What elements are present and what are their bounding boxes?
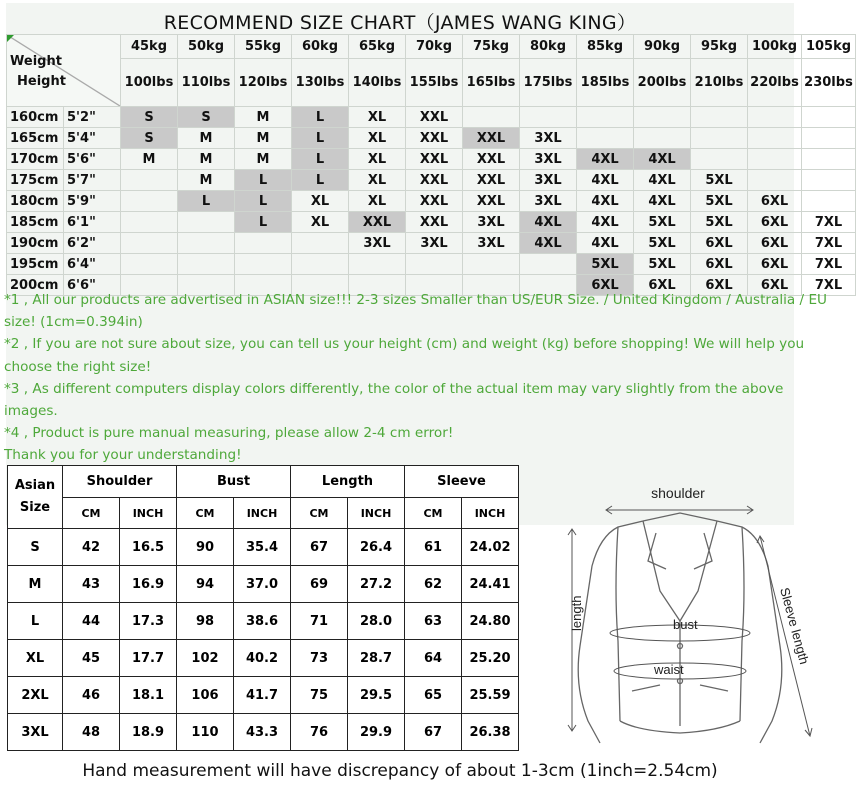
- size-chart-row: [7, 233, 856, 254]
- measure-unit-row: [8, 498, 519, 529]
- size-cell: [802, 128, 856, 149]
- measure-value-cell: 18.1: [120, 677, 177, 714]
- size-cell: [634, 107, 691, 128]
- size-chart-row: [7, 254, 856, 275]
- note-line: *1 , All our products are advertised in ASIAN size!!! 2-3 sizes Smaller than US/EUR Size. / United Kingdom / Australia / EU size! (1cm=0.394in): [4, 292, 827, 331]
- size-cell: M: [178, 128, 235, 149]
- size-cell: [748, 128, 802, 149]
- weight-kg-header: 85kg: [577, 35, 634, 59]
- size-cell: XXL: [463, 128, 520, 149]
- size-cell: M: [235, 128, 292, 149]
- corner-cell: [7, 35, 121, 107]
- size-cell: XXL: [463, 191, 520, 212]
- size-chart-row: [7, 128, 856, 149]
- measure-row: [8, 677, 519, 714]
- height-ft-cell: 5'9": [64, 191, 121, 212]
- measure-size-cell: XL: [8, 640, 63, 677]
- measure-value-cell: 42: [63, 529, 120, 566]
- height-label: Height: [17, 74, 66, 89]
- header-row-kg: [7, 35, 856, 59]
- weight-kg-header: 70kg: [406, 35, 463, 59]
- size-cell: [691, 107, 748, 128]
- recommend-size-table: [6, 34, 856, 296]
- size-cell: 3XL: [520, 170, 577, 191]
- size-cell: 7XL: [802, 233, 856, 254]
- size-cell: 7XL: [802, 275, 856, 296]
- measure-value-cell: 24.02: [462, 529, 519, 566]
- header-row-lbs: [7, 59, 856, 107]
- unit-inch-header: INCH: [120, 498, 177, 529]
- size-cell: 4XL: [577, 233, 634, 254]
- size-cell: [121, 212, 178, 233]
- measure-value-cell: 25.59: [462, 677, 519, 714]
- size-chart-row: [7, 212, 856, 233]
- measure-value-cell: 90: [177, 529, 234, 566]
- size-cell: 4XL: [520, 233, 577, 254]
- size-cell: [235, 233, 292, 254]
- size-cell: XL: [349, 128, 406, 149]
- weight-kg-header: 80kg: [520, 35, 577, 59]
- measure-value-cell: 67: [405, 714, 462, 751]
- size-cell: 4XL: [577, 191, 634, 212]
- measure-value-cell: 75: [291, 677, 348, 714]
- size-cell: [748, 149, 802, 170]
- size-cell: [463, 254, 520, 275]
- size-cell: 3XL: [463, 233, 520, 254]
- size-chart-row: [7, 107, 856, 128]
- measure-value-cell: 64: [405, 640, 462, 677]
- size-cell: M: [121, 149, 178, 170]
- measure-size-cell: S: [8, 529, 63, 566]
- size-cell: S: [178, 107, 235, 128]
- measure-value-cell: 48: [63, 714, 120, 751]
- measure-value-cell: 17.7: [120, 640, 177, 677]
- size-cell: M: [178, 170, 235, 191]
- notes: [4, 289, 840, 467]
- measure-group-header: Shoulder: [63, 466, 177, 498]
- height-cm-cell: 175cm: [7, 170, 64, 191]
- size-cell: [802, 191, 856, 212]
- size-cell: [802, 107, 856, 128]
- size-cell: L: [292, 128, 349, 149]
- weight-lbs-header: 100lbs: [121, 59, 178, 107]
- size-cell: 6XL: [748, 275, 802, 296]
- size-cell: 3XL: [406, 233, 463, 254]
- jacket-measurement-diagram: [548, 481, 828, 751]
- weight-kg-header: 90kg: [634, 35, 691, 59]
- weight-lbs-header: 175lbs: [520, 59, 577, 107]
- measure-value-cell: 41.7: [234, 677, 291, 714]
- size-cell: [178, 233, 235, 254]
- size-cell: XL: [349, 107, 406, 128]
- size-cell: [178, 254, 235, 275]
- size-cell: L: [292, 149, 349, 170]
- size-cell: [634, 128, 691, 149]
- weight-lbs-header: 110lbs: [178, 59, 235, 107]
- size-cell: 5XL: [634, 212, 691, 233]
- measure-value-cell: 29.9: [348, 714, 405, 751]
- weight-kg-header: 45kg: [121, 35, 178, 59]
- weight-kg-header: 50kg: [178, 35, 235, 59]
- measure-value-cell: 18.9: [120, 714, 177, 751]
- size-cell: [349, 254, 406, 275]
- measure-value-cell: 45: [63, 640, 120, 677]
- height-ft-cell: 6'1": [64, 212, 121, 233]
- height-cm-cell: 170cm: [7, 149, 64, 170]
- size-cell: 5XL: [634, 233, 691, 254]
- measure-value-cell: 67: [291, 529, 348, 566]
- size-cell: [292, 233, 349, 254]
- height-ft-cell: 6'4": [64, 254, 121, 275]
- weight-kg-header: 55kg: [235, 35, 292, 59]
- size-chart-row: [7, 191, 856, 212]
- measure-value-cell: 62: [405, 566, 462, 603]
- unit-inch-header: INCH: [234, 498, 291, 529]
- measure-row: [8, 714, 519, 751]
- size-cell: XL: [292, 212, 349, 233]
- measure-value-cell: 16.9: [120, 566, 177, 603]
- height-ft-cell: 5'4": [64, 128, 121, 149]
- asian-size-header: [8, 466, 63, 529]
- footer-note: Hand measurement will have discrepancy of about 1-3cm (1inch=2.54cm): [82, 761, 718, 781]
- size-cell: M: [235, 149, 292, 170]
- size-cell: 5XL: [691, 212, 748, 233]
- measure-group-header: Length: [291, 466, 405, 498]
- size-chart-row: [7, 149, 856, 170]
- size-cell: 6XL: [691, 233, 748, 254]
- size-cell: XL: [349, 170, 406, 191]
- shoulder-label: shoulder: [651, 485, 705, 501]
- height-ft-cell: 6'2": [64, 233, 121, 254]
- size-cell: XXL: [463, 149, 520, 170]
- measure-value-cell: 46: [63, 677, 120, 714]
- weight-kg-header: 100kg: [748, 35, 802, 59]
- measure-value-cell: 25.20: [462, 640, 519, 677]
- size-cell: 3XL: [349, 233, 406, 254]
- size-cell: S: [121, 128, 178, 149]
- size-cell: XXL: [463, 170, 520, 191]
- size-cell: 4XL: [634, 149, 691, 170]
- size-cell: XXL: [406, 128, 463, 149]
- measure-value-cell: 61: [405, 529, 462, 566]
- size-cell: L: [235, 170, 292, 191]
- measure-value-cell: 76: [291, 714, 348, 751]
- size-cell: 6XL: [691, 254, 748, 275]
- weight-lbs-header: 130lbs: [292, 59, 349, 107]
- bust-label: bust: [673, 617, 698, 632]
- size-cell: XL: [292, 191, 349, 212]
- size-cell: 6XL: [748, 191, 802, 212]
- waist-label: waist: [654, 662, 684, 677]
- measure-value-cell: 27.2: [348, 566, 405, 603]
- size-cell: L: [292, 107, 349, 128]
- size-cell: 3XL: [520, 149, 577, 170]
- length-label: length: [569, 595, 584, 631]
- measure-value-cell: 26.38: [462, 714, 519, 751]
- height-cm-cell: 200cm: [7, 275, 64, 296]
- note-line: Thank you for your understanding!: [4, 447, 242, 464]
- weight-lbs-header: 185lbs: [577, 59, 634, 107]
- measure-value-cell: 29.5: [348, 677, 405, 714]
- weight-kg-header: 105kg: [802, 35, 856, 59]
- size-cell: 6XL: [748, 233, 802, 254]
- height-cm-cell: 190cm: [7, 233, 64, 254]
- size-cell: [691, 128, 748, 149]
- size-cell: 5XL: [634, 254, 691, 275]
- size-cell: [802, 170, 856, 191]
- measure-value-cell: 63: [405, 603, 462, 640]
- measure-row: [8, 529, 519, 566]
- weight-lbs-header: 220lbs: [748, 59, 802, 107]
- unit-cm-header: CM: [291, 498, 348, 529]
- measure-value-cell: 44: [63, 603, 120, 640]
- measure-size-cell: M: [8, 566, 63, 603]
- height-cm-cell: 195cm: [7, 254, 64, 275]
- unit-cm-header: CM: [177, 498, 234, 529]
- weight-lbs-header: 165lbs: [463, 59, 520, 107]
- measure-value-cell: 98: [177, 603, 234, 640]
- size-cell: M: [235, 107, 292, 128]
- size-cell: [121, 170, 178, 191]
- measure-value-cell: 24.41: [462, 566, 519, 603]
- weight-lbs-header: 120lbs: [235, 59, 292, 107]
- size-cell: 4XL: [577, 212, 634, 233]
- unit-inch-header: INCH: [462, 498, 519, 529]
- weight-lbs-header: 200lbs: [634, 59, 691, 107]
- measure-value-cell: 37.0: [234, 566, 291, 603]
- measure-value-cell: 28.7: [348, 640, 405, 677]
- size-cell: 6XL: [748, 212, 802, 233]
- size-cell: 4XL: [577, 149, 634, 170]
- measure-row: [8, 640, 519, 677]
- size-cell: L: [235, 191, 292, 212]
- size-cell: XXL: [406, 212, 463, 233]
- size-cell: L: [235, 212, 292, 233]
- size-cell: 6XL: [691, 275, 748, 296]
- size-cell: 5XL: [691, 191, 748, 212]
- measure-value-cell: 106: [177, 677, 234, 714]
- height-ft-cell: 5'6": [64, 149, 121, 170]
- size-cell: 5XL: [577, 254, 634, 275]
- size-cell: [748, 170, 802, 191]
- weight-kg-header: 75kg: [463, 35, 520, 59]
- size-cell: XXL: [349, 212, 406, 233]
- unit-cm-header: CM: [63, 498, 120, 529]
- height-cm-cell: 165cm: [7, 128, 64, 149]
- asian-size-label: Asian Size: [14, 478, 56, 515]
- height-ft-cell: 5'7": [64, 170, 121, 191]
- weight-lbs-header: 230lbs: [802, 59, 856, 107]
- measure-value-cell: 40.2: [234, 640, 291, 677]
- weight-label: Weight: [10, 54, 62, 69]
- size-cell: 6XL: [577, 275, 634, 296]
- size-cell: 6XL: [634, 275, 691, 296]
- measure-value-cell: 102: [177, 640, 234, 677]
- size-cell: 3XL: [520, 128, 577, 149]
- weight-kg-header: 60kg: [292, 35, 349, 59]
- height-cm-cell: 160cm: [7, 107, 64, 128]
- size-cell: S: [121, 107, 178, 128]
- measure-header-row: [8, 466, 519, 498]
- size-cell: L: [292, 170, 349, 191]
- measure-value-cell: 26.4: [348, 529, 405, 566]
- size-cell: XL: [349, 191, 406, 212]
- size-cell: 4XL: [577, 170, 634, 191]
- measure-size-cell: 3XL: [8, 714, 63, 751]
- size-cell: [463, 107, 520, 128]
- measure-value-cell: 65: [405, 677, 462, 714]
- measure-value-cell: 71: [291, 603, 348, 640]
- measure-value-cell: 73: [291, 640, 348, 677]
- size-chart-row: [7, 170, 856, 191]
- size-cell: M: [178, 149, 235, 170]
- height-ft-cell: 5'2": [64, 107, 121, 128]
- weight-lbs-header: 210lbs: [691, 59, 748, 107]
- measure-value-cell: 43: [63, 566, 120, 603]
- size-cell: 7XL: [802, 254, 856, 275]
- size-cell: XL: [349, 149, 406, 170]
- size-cell: [577, 107, 634, 128]
- measure-row: [8, 566, 519, 603]
- sleeve-length-label: Sleeve length: [777, 585, 812, 666]
- measure-group-header: Bust: [177, 466, 291, 498]
- size-cell: 3XL: [520, 191, 577, 212]
- measure-value-cell: 16.5: [120, 529, 177, 566]
- measure-size-cell: L: [8, 603, 63, 640]
- size-cell: 4XL: [634, 170, 691, 191]
- weight-lbs-header: 155lbs: [406, 59, 463, 107]
- size-cell: [802, 149, 856, 170]
- measure-value-cell: 35.4: [234, 529, 291, 566]
- size-cell: [121, 254, 178, 275]
- size-cell: [121, 233, 178, 254]
- height-cm-cell: 185cm: [7, 212, 64, 233]
- size-cell: [178, 212, 235, 233]
- size-cell: 4XL: [520, 212, 577, 233]
- measure-group-header: Sleeve: [405, 466, 519, 498]
- weight-kg-header: 95kg: [691, 35, 748, 59]
- measure-value-cell: 43.3: [234, 714, 291, 751]
- size-cell: XXL: [406, 170, 463, 191]
- size-cell: [577, 128, 634, 149]
- size-cell: [292, 254, 349, 275]
- note-line: *2 , If you are not sure about size, you can tell us your height (cm) and weight (kg) before shopping! We will help you choose the right size!: [4, 336, 805, 375]
- size-cell: [748, 107, 802, 128]
- measure-value-cell: 17.3: [120, 603, 177, 640]
- measure-value-cell: 69: [291, 566, 348, 603]
- note-line: *4 , Product is pure manual measuring, please allow 2-4 cm error!: [4, 425, 454, 442]
- size-cell: L: [178, 191, 235, 212]
- size-cell: 6XL: [748, 254, 802, 275]
- size-cell: XXL: [406, 149, 463, 170]
- size-cell: [121, 191, 178, 212]
- measure-value-cell: 24.80: [462, 603, 519, 640]
- size-cell: [235, 254, 292, 275]
- size-cell: [520, 107, 577, 128]
- measure-value-cell: 110: [177, 714, 234, 751]
- measure-value-cell: 28.0: [348, 603, 405, 640]
- height-ft-cell: 6'6": [64, 275, 121, 296]
- size-cell: 5XL: [691, 170, 748, 191]
- size-cell: XXL: [406, 191, 463, 212]
- measure-value-cell: 94: [177, 566, 234, 603]
- weight-kg-header: 65kg: [349, 35, 406, 59]
- weight-lbs-header: 140lbs: [349, 59, 406, 107]
- measurement-table: [7, 465, 519, 751]
- measure-value-cell: 38.6: [234, 603, 291, 640]
- size-cell: XXL: [406, 107, 463, 128]
- measure-size-cell: 2XL: [8, 677, 63, 714]
- size-cell: [520, 254, 577, 275]
- size-cell: 3XL: [463, 212, 520, 233]
- note-line: *3 , As different computers display colors differently, the color of the actual item may vary slightly from the above images.: [4, 380, 784, 420]
- size-cell: [406, 254, 463, 275]
- page-title: RECOMMEND SIZE CHART（JAMES WANG KING）: [163, 12, 637, 34]
- size-cell: [691, 149, 748, 170]
- unit-cm-header: CM: [405, 498, 462, 529]
- height-cm-cell: 180cm: [7, 191, 64, 212]
- measure-row: [8, 603, 519, 640]
- size-cell: 4XL: [634, 191, 691, 212]
- size-cell: 7XL: [802, 212, 856, 233]
- unit-inch-header: INCH: [348, 498, 405, 529]
